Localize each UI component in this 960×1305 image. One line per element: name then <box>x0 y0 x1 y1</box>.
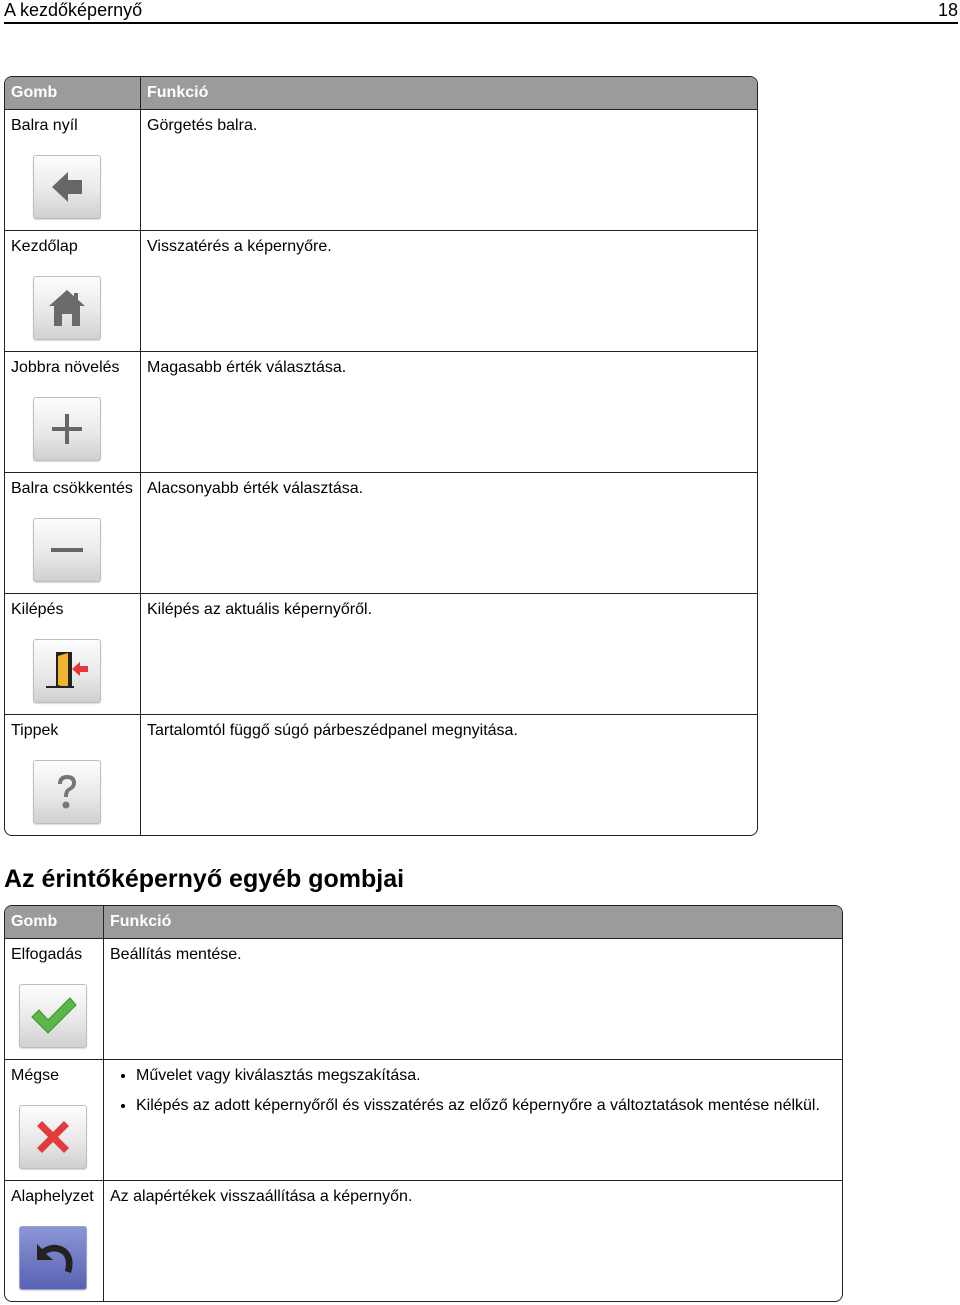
button-name: Alaphelyzet <box>11 1188 94 1205</box>
button-name: Kilépés <box>11 601 64 618</box>
table-row <box>5 1060 842 1181</box>
list-item: • Művelet vagy kiválasztás megszakítása. <box>136 1067 836 1085</box>
table-row <box>5 110 757 231</box>
exit-door-icon <box>33 639 101 703</box>
list-item: • Kilépés az adott képernyőről és visszatérés az előző képernyőre a változtatások mentése nélkül. <box>136 1097 836 1115</box>
button-cell <box>5 352 140 473</box>
table-row <box>5 939 842 1060</box>
button-name: Tippek <box>11 722 59 739</box>
table-row <box>5 473 757 594</box>
red-x-icon <box>19 1105 87 1169</box>
bullet-list <box>110 1067 836 1115</box>
button-name: Balra csökkentés <box>11 480 133 497</box>
button-cell <box>5 110 140 231</box>
page-header <box>4 0 958 24</box>
function-cell: Görgetés balra. <box>140 110 757 231</box>
function-cell: Kilépés az aktuális képernyőről. <box>140 594 757 715</box>
button-cell <box>5 231 140 352</box>
header-button: Gomb <box>5 906 103 939</box>
button-cell <box>5 594 140 715</box>
button-name: Elfogadás <box>11 946 83 963</box>
buttons-table <box>4 76 758 836</box>
table-row <box>5 1181 842 1301</box>
table-row <box>5 231 757 352</box>
undo-arrow-icon <box>19 1226 87 1290</box>
button-name: Jobbra növelés <box>11 359 120 376</box>
button-cell <box>5 715 140 835</box>
table-row <box>5 594 757 715</box>
function-cell <box>103 1060 842 1181</box>
page-number: 18 <box>937 0 958 20</box>
left-arrow-icon <box>33 155 101 219</box>
button-name: Mégse <box>11 1067 60 1084</box>
table-row <box>5 715 757 835</box>
button-cell <box>5 1181 103 1301</box>
minus-icon <box>33 518 101 582</box>
header-function: Funkció <box>140 77 757 110</box>
function-cell: Tartalomtól függő súgó párbeszédpanel megnyitása. <box>140 715 757 835</box>
button-name: Kezdőlap <box>11 238 78 255</box>
plus-icon <box>33 397 101 461</box>
function-cell: Beállítás mentése. <box>103 939 842 1060</box>
section-heading: Az érintőképernyő egyéb gombjai <box>4 865 405 893</box>
function-cell: Visszatérés a képernyőre. <box>140 231 757 352</box>
question-mark-icon <box>33 760 101 824</box>
table-header-row <box>5 77 757 110</box>
home-icon <box>33 276 101 340</box>
button-name: Balra nyíl <box>11 117 78 134</box>
header-button: Gomb <box>5 77 140 110</box>
header-function: Funkció <box>103 906 842 939</box>
function-cell: Az alapértékek visszaállítása a képernyőn. <box>103 1181 842 1301</box>
button-cell <box>5 1060 103 1181</box>
function-cell: Magasabb érték választása. <box>140 352 757 473</box>
button-cell <box>5 939 103 1060</box>
button-cell <box>5 473 140 594</box>
other-buttons-table <box>4 905 843 1302</box>
check-mark-icon <box>19 984 87 1048</box>
function-cell: Alacsonyabb érték választása. <box>140 473 757 594</box>
table-header-row <box>5 906 842 939</box>
table-row <box>5 352 757 473</box>
page-header-title: A kezdőképernyő <box>4 0 143 20</box>
